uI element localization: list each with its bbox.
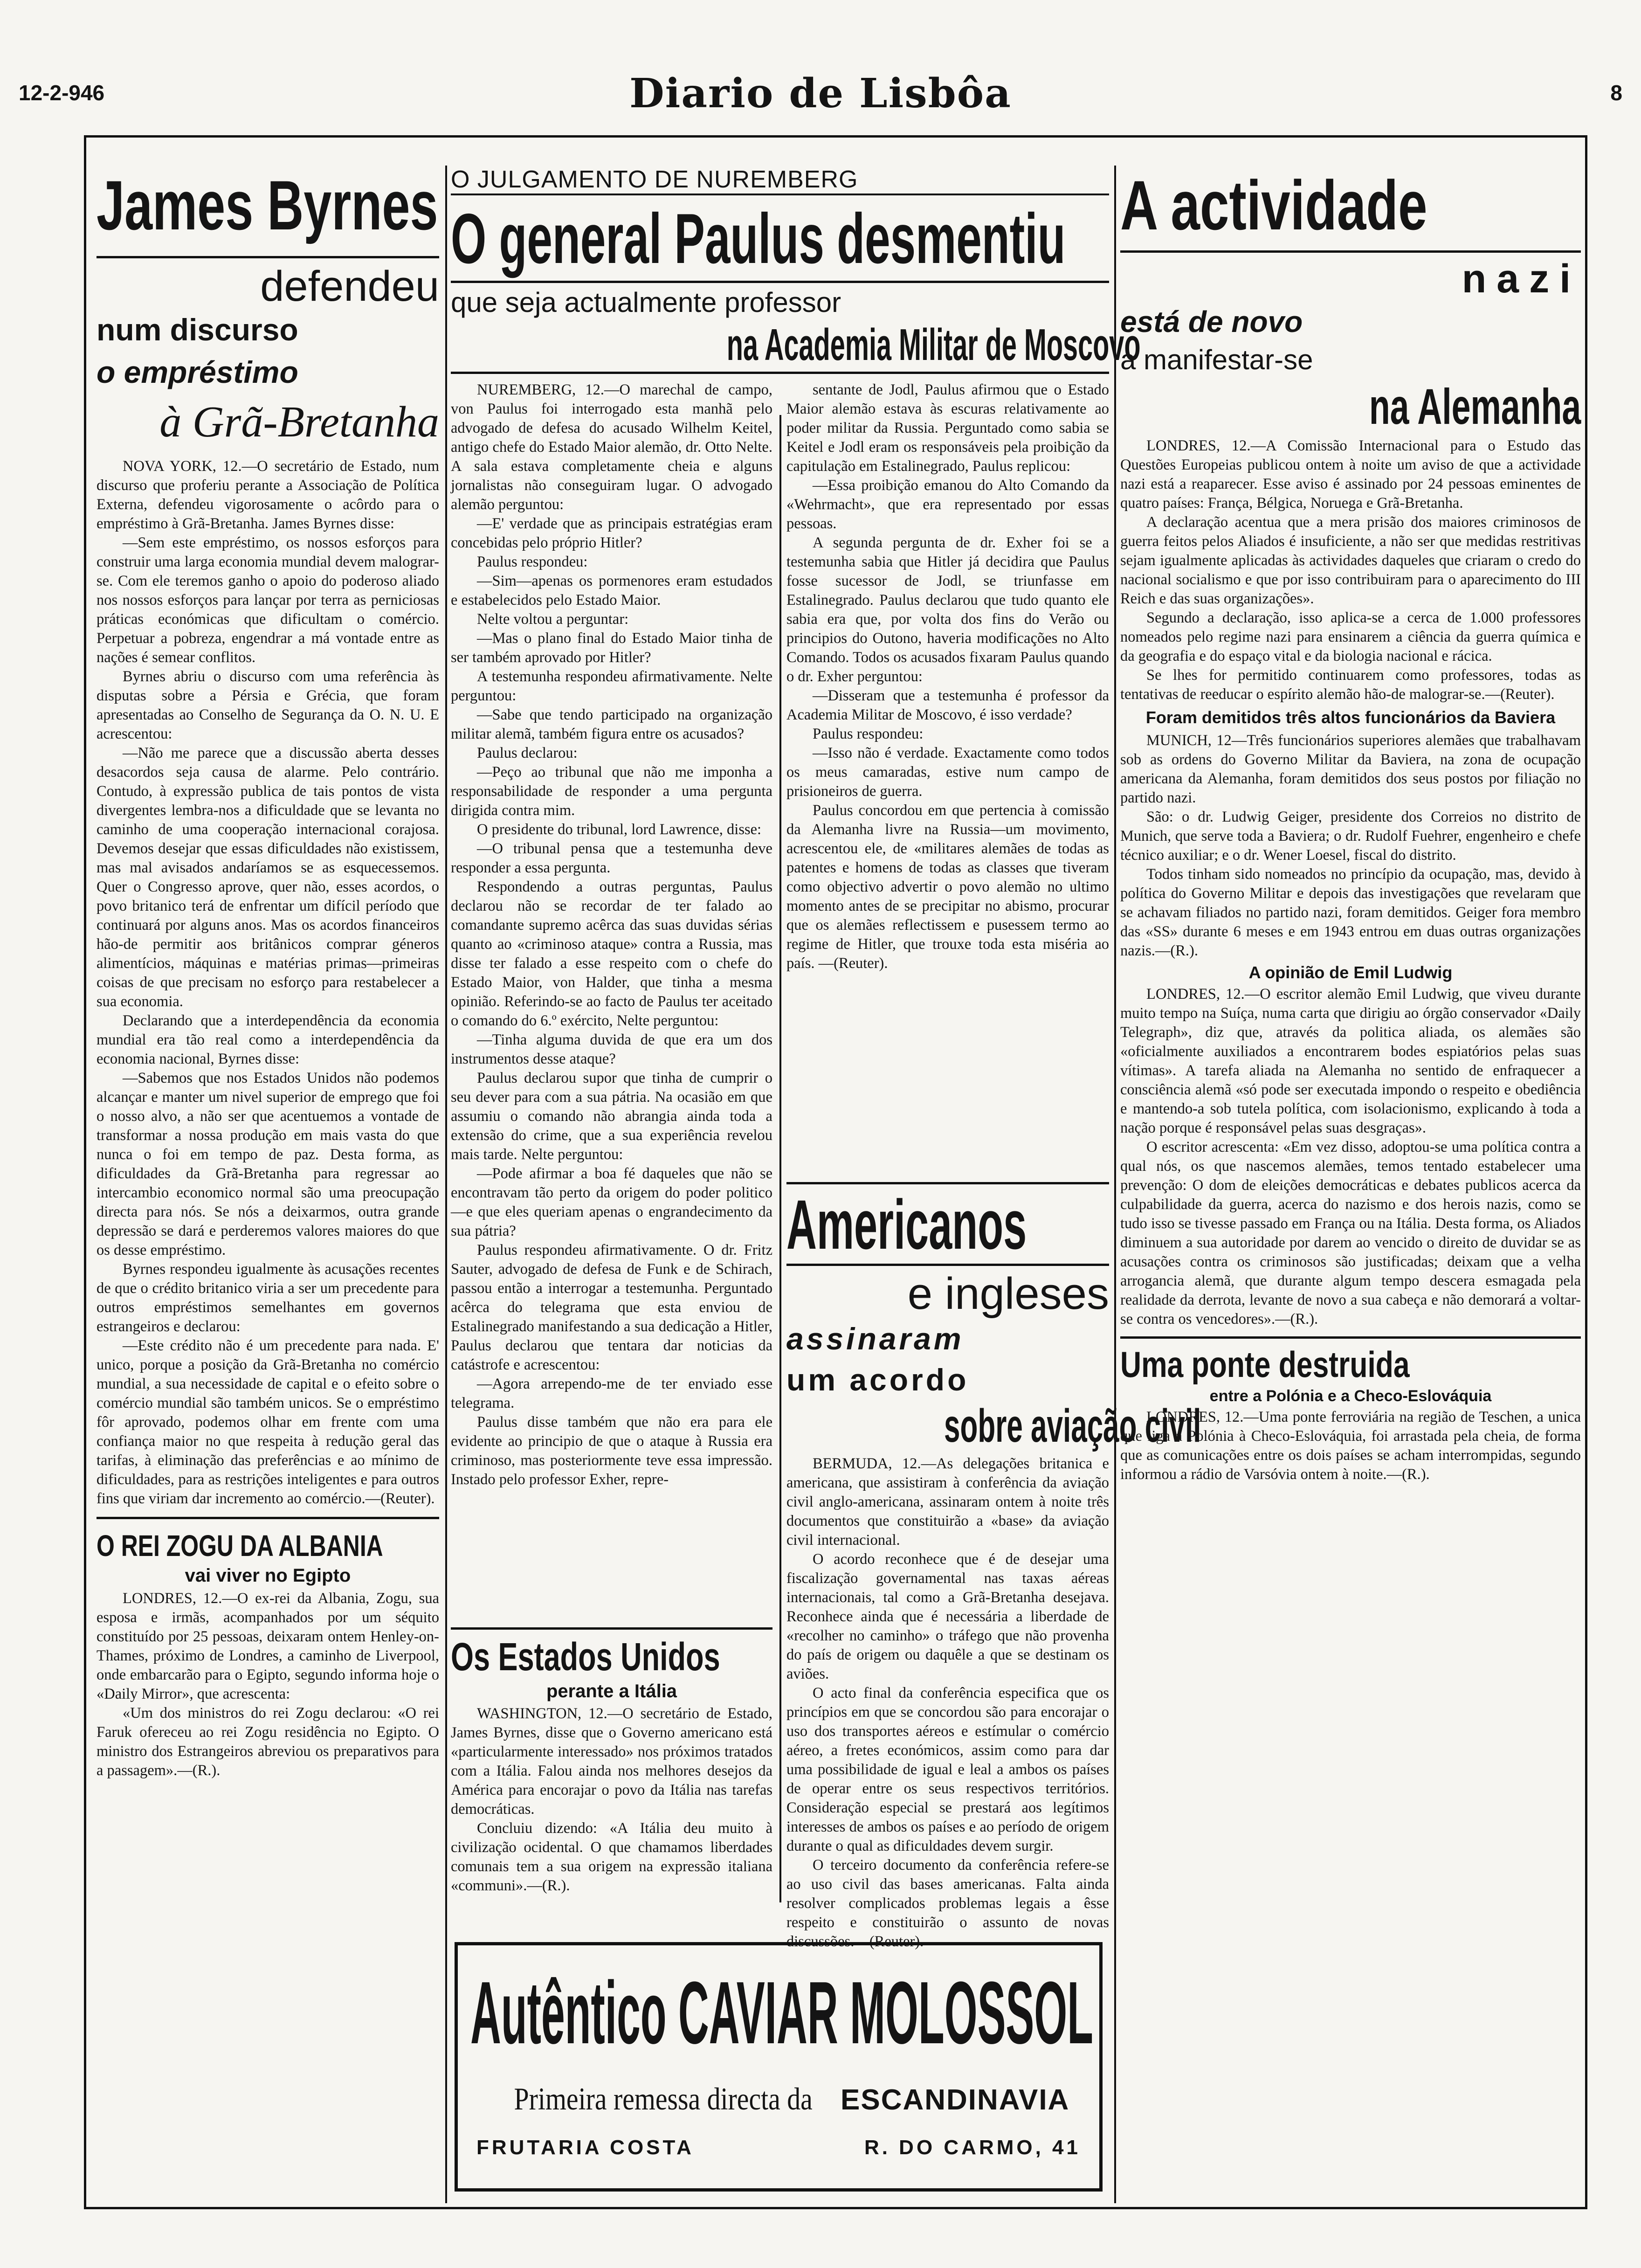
paragraph: Byrnes abriu o discurso com uma referência às disputas sobre a Pérsia e Grécia, que foram apresentadas ao Conselho de Segurança da O. N. U. E acrescentou: [97, 668, 439, 742]
paragraph: LONDRES, 12.—Uma ponte ferroviária na região de Teschen, a unica que liga a Polónia à Checo-Eslováquia, foi arrastada pela cheia, de forma que as comunicações entre os dois países se acham interrompidas, segundo informou a rádio de Varsóvia ontem à noite.—(R.). [1120, 1409, 1581, 1483]
headline-james-byrnes: James Byrnes [97, 166, 438, 244]
paragraph: A segunda pergunta de dr. Exher foi se a testemunha sabia que Hitler já decidira que Paulus fosse sucessor de Jodl, se triunfasse em Estalinegrado. Paulus declarou que tudo quanto ele sabia era que, por volta dos fins do Verão ou principios do Outono, haveria modificações no Alto Comando. Todos os acusados fixaram Paulus quando o dr. Exher perguntou: [786, 534, 1109, 685]
paragraph: Respondendo a outras perguntas, Paulus declarou não se recordar de ter falado ao comandante supremo acêrca das suas duvidas sérias quanto ao «criminoso ataque» contra a Russia, mas disse ter falado a esse respeito com o chefe do Estado Maior, von Halder, que tinha a mesma opinião. Referindo-se ao facto de Paulus ter aceitado o comando do 6.º exército, Nelte perguntou: [451, 878, 772, 1029]
paragraph: Paulus respondeu afirmativamente. O dr. Fritz Sauter, advogado de defesa de Funk e de Schirach, passou então a interrogar a testemunha. Perguntado acêrca do telegrama que esta enviou de Estalinegrado manifestando a sua dedicação a Hitler, Paulus declarou que tentara dar noticias da catástrofe e acrescentou: [451, 1242, 772, 1373]
paragraph: WASHINGTON, 12.—O secretário de Estado, James Byrnes, disse que o Governo americano está «particularmente interessado» nos próximos tratados com a Itália. Falou ainda nos melhores desejos da América para encorajar o povo da Itália nas tarefas democráticas. [451, 1705, 772, 1818]
paragraph: LONDRES, 12.—A Comissão Internacional para o Estudo das Questões Europeias publicou ontem à noite um aviso de que a actividade nazi está a reaparecer. Esse aviso é assinado por 24 pessoas eminentes de quatro países: França, Bélgica, Noruega e Grã-Bretanha. [1120, 437, 1581, 512]
headline-a-actividade: A actividade [1120, 166, 1427, 244]
paragraph: Segundo a declaração, isso aplica-se a cerca de 1.000 professores nomeados pelo regime nazi para ensinarem a ciência da guerra química e da geografia e do espaço vital e da biologia nacional e rácica. [1120, 609, 1581, 664]
deck-professor: que seja actualmente professor [451, 287, 841, 318]
paragraph: NOVA YORK, 12.—O secretário de Estado, num discurso que proferiu perante a Associação de Política Externa, defendeu vigorosamente o acôrdo para o empréstimo à Grã-Bretanha. James Byrnes disse: [97, 458, 439, 532]
deck-num-discurso: num discurso [97, 312, 298, 347]
paragraph: BERMUDA, 12.—As delegações britanica e americana, que assistiram à conferência da aviação civil anglo-americana, assinaram ontem à noite três documentos que constituirão a «base» da aviação civil internacional. [786, 1455, 1109, 1549]
article-body [97, 1589, 439, 1780]
paragraph: —Agora arrependo-me de ter enviado esse telegrama. [451, 1376, 772, 1411]
subhead-italia: perante a Itália [546, 1681, 677, 1701]
subhead-egipto: vai viver no Egipto [185, 1565, 351, 1586]
paragraph: —Este crédito não é um precedente para nada. E' unico, porque a posição da Grã-Bretanha no comércio mundial, a sua necessidade de capital e o efeito sobre o comércio mundial são também unicos. Se o empréstimo fôr aprovado, podemos olhar em frente com uma confiança maior no que respeita à redução geral das tarifas, à eliminação das preferências e ao mínimo de dificuldades, para as restrições inteligentes e para outros fins que viriam dar incremento ao comércio.—(Reuter). [97, 1337, 439, 1507]
paragraph: O presidente do tribunal, lord Lawrence, disse: [477, 821, 762, 838]
paragraph: São: o dr. Ludwig Geiger, presidente dos Correios no distrito de Munich, que serve toda a Baviera; o dr. Rudolf Fuehrer, engenheiro e chefe técnico auxiliar; e o dr. Wener Loesel, fiscal do distrito. [1120, 809, 1581, 864]
article-body [451, 1704, 772, 1895]
paragraph: O acordo reconhece que é de desejar uma fiscalização governamental nas taxas aéreas internacionais, tal como a Grã-Bretanha desejava. Reconhece ainda que é necessária a liberdade de «recolher no caminho» o tráfego que não provenha do país de origem ou daquêle a que se destinam os aviões. [786, 1551, 1109, 1682]
paragraph: «Um dos ministros do rei Zogu declarou: «O rei Faruk ofereceu ao rei Zogu residência no Egipto. O ministro dos Estrangeiros abreviou os preparativos para a passagem».—(R.). [97, 1705, 439, 1779]
divider [1120, 250, 1581, 253]
deck-nazi: nazi [1462, 256, 1581, 301]
article-body [1120, 1408, 1581, 1484]
paragraph: O escritor acrescenta: «Em vez disso, adoptou-se uma política contra a qual nós, os que nascemos alemães, temos tentado estabelecer uma prevenção: O dom de eleições democráticas e debates publicos acerca da culpabilidade da guerra, acerca do nazismo e dos herois nazis, como se tudo isso se tivesse passado em França ou na Itália. Desta forma, os Aliados diminuem a sua autoridade por darem ao vencido o direito de duvidar se as acusações contra os criminosos são justificadas; deixam que a velha arrogancia alemã, que durante algum tempo descera esmagada pela realidade da derrota, levante de novo a sua cabeça e não demorará a voltar-se contra os vencedores».—(R.). [1120, 1139, 1581, 1328]
deck-na-alemanha: na Alemanha [1369, 378, 1581, 435]
page-frame [84, 135, 1587, 2209]
divider [97, 256, 439, 258]
paragraph: —Peço ao tribunal que não me imponha a responsabilidade de responder a uma pergunta dirigida contra mim. [451, 764, 772, 819]
article-body [786, 1454, 1109, 1951]
deck-academia-militar: na Academia Militar de Moscovo [726, 320, 1141, 370]
article-estados-unidos [451, 1627, 772, 1894]
paragraph: —Sabe que tendo participado na organização militar alemã, também figura entre os acusados? [451, 706, 772, 742]
caviar-advertisement [455, 1942, 1103, 2192]
article-body [1120, 436, 1581, 704]
deck-a-manifestar-se: a manifestar-se [1120, 344, 1313, 375]
paragraph: —O tribunal pensa que a testemunha deve responder a essa pergunta. [451, 840, 772, 876]
ad-primeira-remessa: Primeira remessa directa da [514, 2081, 813, 2116]
paragraph: sentante de Jodl, Paulus afirmou que o Estado Maior alemão estava às escuras relativamente ao poder militar da Russia. Perguntado como sabia se Keitel e Jodl eram os responsáveis pela proibição da capitulação em Estalinegrado, Paulus replicou: [786, 381, 1109, 475]
paragraph: LONDRES, 12.—O escritor alemão Emil Ludwig, que viveu durante muito tempo na Suíça, numa carta que dirigiu ao órgão conservador «Daily Telegraph», diz que, através da politica aliada, os alemães são «oficialmente auxiliados a encontrarem bodes espiatórios pelas suas vítimas». A tarefa aliada na Alemanha no sentido de enfraquecer a consciência alemã «só pode ser executada impondo o respeito e obediência e mantendo-a sob tutela política, com isolacionismo, explicando à toda a nação porque é responsável pelas suas desgraças». [1120, 986, 1581, 1136]
paragraph: —Tinha alguma duvida de que era um dos instrumentos desse ataque? [451, 1031, 772, 1067]
page-number: 8 [1610, 81, 1622, 105]
paragraph: —Sim—apenas os pormenores eram estudados e estabelecidos pelo Estado Maior. [451, 573, 772, 608]
issue-date: 12-2-946 [19, 81, 105, 105]
paragraph: —Pode afirmar a boa fé daqueles que não se encontravam tão perto da origem do poder politico—e que eles queriam apenas o engrandecimento da sua pátria? [451, 1165, 772, 1239]
paragraph: —Não me parece que a discussão aberta desses desacordos seja causa de alarme. Pelo contrário. Contudo, à expressão publica de tais pontos de vista divergentes lembra-nos a dificuldade que se levanta no caminho de uma cooperação internacional corajosa. Devemos desejar que essas dificuldades não existissem, mas mal avisados andaríamos se as esquecessemos. Quer o Congresso aprove, quer não, esses acordos, o povo britanico terá de enfrentar um difícil período que continuará por alguns anos. Mas os acordos financeiros hão-de permitir aos britânicos comprar géneros alimentícios, máquinas e matérias primas—primeiras coisas de que precisam no esforço para restabelecer a sua economia. [97, 745, 439, 1010]
paragraph: Paulus respondeu: [477, 553, 588, 570]
headline-americanos: Americanos [786, 1185, 1027, 1264]
divider [451, 281, 1109, 283]
paragraph: O terceiro documento da conferência refere-se ao uso civil das bases americanas. Falta ainda resolver complicados problemas legais a êsse respeito e constituirão o assunto de novas discussões.—(Reuter). [786, 1857, 1109, 1950]
deck-defendeu: defendeu [260, 263, 439, 310]
ad-footer [476, 2136, 1081, 2159]
ad-caviar-headline: Autêntico CAVIAR MOLOSSOL [470, 1964, 1093, 2062]
paragraph: NUREMBERG, 12.—O marechal de campo, von Paulus foi interrogado esta manhã pelo advogado de defesa do acusado Wilhelm Keitel, antigo chefe do Estado Maior alemão, dr. Otto Nelte. A sala estava completamente cheia e alguns jornalistas não conseguiram lugar. O advogado alemão perguntou: [451, 381, 772, 513]
newspaper-masthead: Diario de Lisbôa [629, 70, 1012, 117]
paragraph: Paulus respondeu: [813, 726, 924, 742]
paragraph: MUNICH, 12—Três funcionários superiores alemães que trabalhavam sob as ordens do Governo Militar da Baviera, na zona de ocupação americana da Alemanha, foram demitidos dos seus postos por filiação no partido nazi. [1120, 732, 1581, 806]
headline-rei-zogu: O REI ZOGU DA ALBANIA [97, 1529, 383, 1563]
article-body [97, 457, 439, 1508]
divider [786, 1264, 1109, 1266]
deck-o-emprestimo: o empréstimo [97, 355, 298, 389]
paragraph: A testemunha respondeu afirmativamente. Nelte perguntou: [451, 668, 772, 704]
article-james-byrnes [97, 166, 439, 2203]
article-body [1120, 985, 1581, 1329]
paragraph: Se lhes for permitido continuarem como professores, todas as tentativas de reeducar o espírito alemão hão-de malograr-se.—(Reuter). [1120, 667, 1581, 703]
kicker-nuremberg: O JULGAMENTO DE NUREMBERG [451, 166, 1109, 195]
paragraph: Declarando que a interdependência da economia mundial era tão real como a interdependência da economia nacional, Byrnes disse: [97, 1012, 439, 1067]
subhead-emil-ludwig: A opinião de Emil Ludwig [1248, 963, 1453, 982]
paragraph: Nelte voltou a perguntar: [477, 611, 629, 628]
article-body [1120, 731, 1581, 961]
paulus-column-b [786, 380, 1109, 973]
paragraph: Todos tinham sido nomeados no princípio da ocupação, mas, devido à política do Governo Militar e depois das investigações que revelaram que se achavam filiados no partido nazi, foram demitidos. Geiger fora membro das «SS» durante 6 meses e em 1943 entrou em duas outras organizações nazis.—(R.). [1120, 866, 1581, 959]
subhead-polonia: entre a Polónia e a Checo-Eslováquia [1209, 1387, 1492, 1405]
paragraph: Paulus concordou em que pertencia à comissão da Alemanha livre na Russia—um movimento, acrescentou ele, de «militares alemães de todas as patentes e homens de todas as classes que tiveram como objectivo advertir o povo alemão no ultimo momento antes de se precipitar no abismo, procurar que os alemães reflectissem e pusessem termo ao regime de Hitler, que trouxe toda esta miséria ao país. —(Reuter). [786, 802, 1109, 972]
deck-um-acordo: um acordo [786, 1362, 969, 1397]
paragraph: Paulus declarou supor que tinha de cumprir o seu dever para com a sua pátria. Na ocasião em que assumiu o comando não abrangia ainda toda a extensão do crime, que a sua experiência revelou mais tarde. Nelte perguntou: [451, 1070, 772, 1163]
headline-estados-unidos: Os Estados Unidos [451, 1635, 720, 1679]
headline-ponte-destruida: Uma ponte destruida [1120, 1344, 1410, 1385]
deck-e-ingleses: e ingleses [907, 1269, 1109, 1319]
paragraph: Byrnes respondeu igualmente às acusações recentes de que o crédito britanico viria a ser um precedente para outros empréstimos semelhantes em governos estrangeiros e declarou: [97, 1261, 439, 1335]
ad-address: R. DO CARMO, 41 [864, 2136, 1081, 2159]
ad-frutaria-costa: FRUTARIA COSTA [476, 2136, 694, 2159]
headline-paulus: O general Paulus desmentiu [451, 199, 1066, 278]
paragraph: LONDRES, 12.—O ex-rei da Albania, Zogu, sua esposa e irmãs, acompanhados por um séquito constituído por 25 pessoas, deixaram ontem Henley-on-Thames, próximo de Londres, a caminho de Liverpool, onde embarcarão para o Egipto, segundo informa hoje o «Daily Mirror», que acrescenta: [97, 1590, 439, 1702]
ad-subline [458, 2081, 1099, 2117]
paragraph: —Isso não é verdade. Exactamente como todos os meus camaradas, estive num campo de prisioneiros de guerra. [786, 745, 1109, 800]
divider [451, 372, 1109, 374]
article-americanos [786, 1182, 1201, 1950]
paragraph: Paulus declarou: [477, 745, 578, 761]
paragraph: A declaração acentua que a mera prisão dos maiores criminosos de guerra feitos pelos Aliados é insuficiente, a não ser que medidas restritivas sejam igualmente aplicadas às actividades daqueles que criaram o credo do nacional socialismo e que por isso contribuiram para o aparecimento do III Reich e das suas organizações». [1120, 514, 1581, 607]
article-actividade-nazi [1120, 166, 1581, 2203]
paragraph: —Sabemos que nos Estados Unidos não podemos alcançar e manter um nivel superior de emprego que foi o nosso alvo, a não ser que acentuemos a vontade de transformar a nossa produção em mais vasta do que nunca o foi em tempo de paz. Desta forma, as dificuldades da Grã-Bretanha para regressar ao intercambio economico normal são uma preocupação directa para nós. Se nós a deixarmos, outra grande depressão se dará e perderemos valores maiores do que os desse empréstimo. [97, 1070, 439, 1258]
paragraph: —Essa proibição emanou do Alto Comando da «Wehrmacht», que era representado por essas pessoas. [786, 477, 1109, 532]
paragraph: Concluiu dizendo: «A Itália deu muito à civilização ocidental. O que chamamos liberdades comunais tem a sua origem na expressão italiana «communi».—(R.). [451, 1820, 772, 1894]
deck-a-gra-bretanha: à Grã-Bretanha [159, 398, 439, 446]
deck-esta-de-novo: está de novo [1120, 305, 1303, 339]
deck-assinaram: assinaram [786, 1321, 964, 1356]
column-rule [445, 166, 447, 2203]
divider [97, 1517, 439, 1519]
paragraph: —E' verdade que as principais estratégias eram concebidas pelo próprio Hitler? [451, 515, 772, 551]
paragraph: Paulus disse também que não era para ele evidente ao principio de que o ataque à Russia era criminoso, mas posteriormente teve essa impressão. Instado pelo professor Exher, repre- [451, 1414, 772, 1488]
subhead-demitidos: Foram demitidos três altos funcionários da Baviera [1145, 708, 1556, 727]
divider [1120, 1336, 1581, 1339]
deck-aviacao-civil: sobre aviação civil [944, 1400, 1201, 1452]
column-rule [1114, 166, 1116, 2203]
paulus-column-a [451, 380, 772, 1489]
paragraph: —Mas o plano final do Estado Maior tinha de ser também aprovado por Hitler? [451, 630, 772, 666]
ad-escandinavia: ESCANDINAVIA [840, 2084, 1070, 2116]
paragraph: O acto final da conferência especifica que os princípios em que se concordou são para encorajar o uso dos transportes aéreos e estímular o comércio aéreo, a fretes económicos, assim como para dar uma possibilidade de igual e leal a ambos os países de operar entre os seus respectivos territórios. Consideração especial se prestará aos legítimos interesses de ambos os países e ao período de origem durante o qual as dificuldades devem surgir. [786, 1685, 1109, 1854]
paragraph: —Disseram que a testemunha é professor da Academia Militar de Moscovo, é isso verdade? [786, 687, 1109, 723]
paragraph: —Sem este empréstimo, os nossos esforços para construir uma larga economia mundial devem malograr-se. Com ele teremos ganho o apoio do poderoso aliado nos nossos esforços para lançar por terra as perniciosas práticas económicas que dificultam o comércio. Perpetuar a pobreza, engendrar a má vontade entre as nações é semear conflitos. [97, 534, 439, 666]
